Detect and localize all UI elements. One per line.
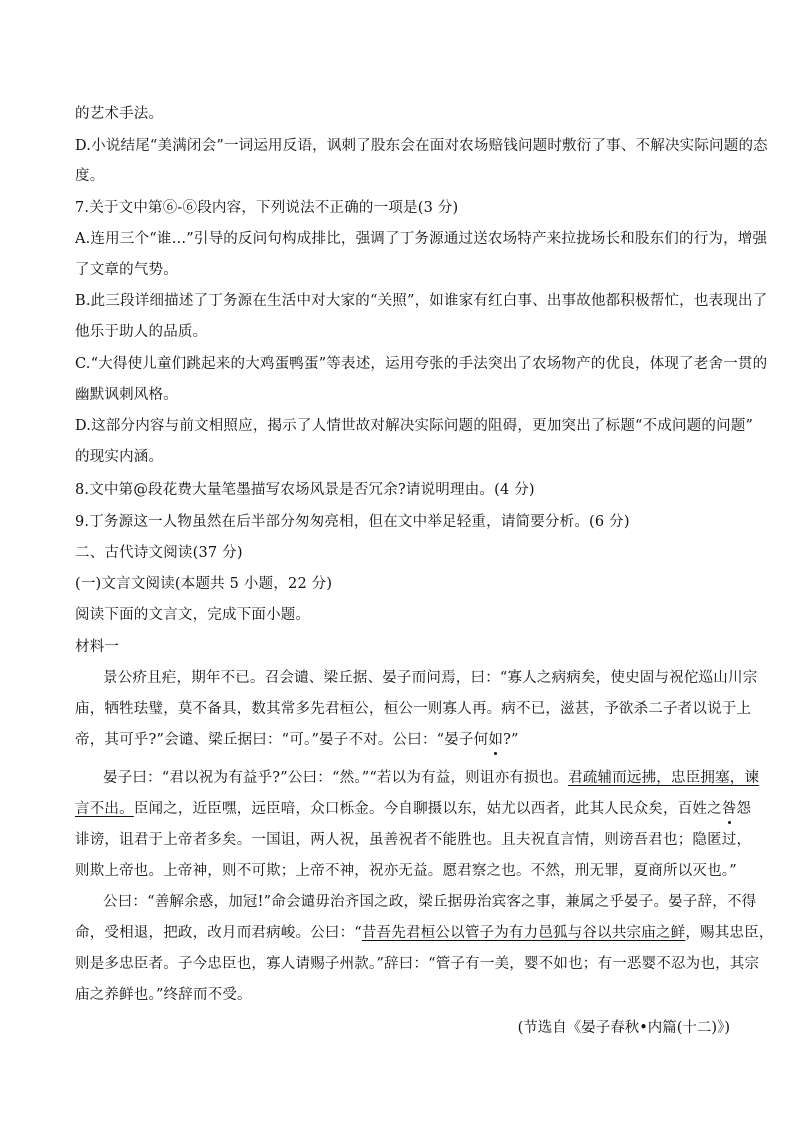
q7-option-a-line2: 了文章的气势。 — [75, 262, 178, 278]
underlined-sentence-a: 君疏辅而远拂，忠臣拥塞，谏 — [568, 770, 760, 786]
passage2-line2 — [75, 799, 752, 819]
passage2-line3: 诽谤，诅君于上帝者多矣。一国诅，两人祝，虽善祝者不能胜也。且夫祝直言情，则谤吾君也；隐匿过， — [75, 832, 752, 848]
material-label: 材料一 — [75, 639, 120, 655]
q6-option-d-line2: 度。 — [75, 168, 105, 184]
instruction: 阅读下面的文言文，完成下面小题。 — [75, 607, 311, 623]
passage1-line3-end: ?” — [503, 732, 519, 748]
passage2-line1-text: 晏子曰：“君以祝为有益乎?”公曰：“然。”“若以为有益，则诅亦有损也。 — [103, 770, 569, 786]
underlined-sentence-b: 昔吾先君桓公以管子为有力邑狐与谷以共宗庙之鲜 — [361, 925, 686, 941]
passage3-line2 — [75, 923, 774, 943]
passage1-line3 — [75, 730, 735, 750]
q7-option-d-line1: D.这部分内容与前文相照应，揭示了人情世故对解决实际问题的阻碍，更加突出了标题“不成问题的问题” — [75, 418, 754, 434]
passage3-line2-end: ，赐其忠臣， — [685, 925, 774, 941]
passage1-line1: 景公疥且疟，期年不已。召会谴、梁丘据、晏子而问焉，曰：“寡人之病病矣，使史固与祝佗巡山川宗 — [103, 670, 758, 686]
passage2-line1 — [103, 768, 760, 788]
q7-option-b-line1: B.此三段详细描述了丁务源在生活中对大家的“关照”，如谁家有红白事、出事故他都积极帮忙，也表现出了 — [75, 293, 768, 309]
passage1-line3-text: 帝，其可乎?”会谴、梁丘据曰：“可。”晏子不对。公曰：“晏子何 — [75, 732, 489, 748]
passage3-line1: 公曰：“善解余惑，加冠!”命会谴毋治齐国之政，梁丘据毋治宾客之事，兼属之乎晏子。晏子辞，不得 — [103, 894, 757, 910]
q7-stem: 7.关于文中第⑥-⑥段内容，下列说法不正确的一项是(3 分) — [75, 200, 459, 216]
q7-option-b-line2: 他乐于助人的品质。 — [75, 324, 208, 340]
q7-option-c-line2: 幽默讽刺风格。 — [75, 387, 178, 403]
source-citation: (节选自《晏子春秋•内篇(十二)》) — [517, 1020, 730, 1036]
passage2-line4: 则欺上帝也。上帝神，则不可欺；上帝不神，祝亦无益。愿君察之也。不然，刑无罪，夏商所以灭也。” — [75, 863, 737, 879]
passage3-line4: 庙之养鲜也。”终辞而不受。 — [75, 987, 252, 1003]
section-heading: 二、古代诗文阅读(37 分) — [75, 545, 243, 561]
passage2-line2-end: 怨 — [736, 801, 752, 817]
question-9: 9.丁务源这一人物虽然在后半部分匆匆亮相，但在文中举足轻重，请简要分析。(6 分) — [75, 514, 630, 530]
question-8: 8.文中第@段花费大量笔墨描写农场风景是否冗余?请说明理由。(4 分) — [75, 482, 535, 498]
emphasis-dot-char-2: 咎 — [721, 801, 737, 817]
emphasis-dot-char: 如 — [488, 732, 504, 748]
passage1-line2: 庙，牺牲珐璧，莫不备具，数其常多先君桓公，桓公一则寡人再。病不已，滋甚，予欲杀二子者以说于上 — [75, 701, 752, 717]
passage2-line2-text: 臣闻之，近臣嘿，远臣喑，众口栎金。今自聊摄以东，姑尤以西者，此其人民众矣，百姓之 — [133, 801, 722, 817]
q7-option-d-line2: 的现实内涵。 — [75, 449, 164, 465]
q6-option-d-line1: D.小说结尾“美满闭会”一词运用反语，讽刺了股东会在面对农场赔钱问题时敷衍了事、不解决实际问题的态 — [75, 138, 768, 154]
passage3-line2-text: 命，受相退，把政，改月而君病峻。公曰：“ — [75, 925, 362, 941]
subsection-heading: (一)文言文阅读(本题共 5 小题，22 分) — [75, 576, 333, 592]
underlined-sentence-a-end: 言不出。 — [75, 801, 134, 817]
q7-option-c-line1: C.“大得使儿童们跳起来的大鸡蛋鸭蛋”等表述，运用夸张的手法突出了农场物产的优良，体现了老舍一贯的 — [75, 356, 768, 372]
passage3-line3: 则是多忠臣者。子今忠臣也，寡人请赐子州款。”辞曰：“管子有一美，婴不如也；有一恶婴不忍为也，其宗 — [75, 956, 760, 972]
q6-option-c-tail: 的艺术手法。 — [75, 106, 164, 122]
q7-option-a-line1: A.连用三个“谁…”引导的反问句构成排比，强调了丁务源通过送农场特产来拉拢场长和股东们的行为，增强 — [75, 231, 768, 247]
